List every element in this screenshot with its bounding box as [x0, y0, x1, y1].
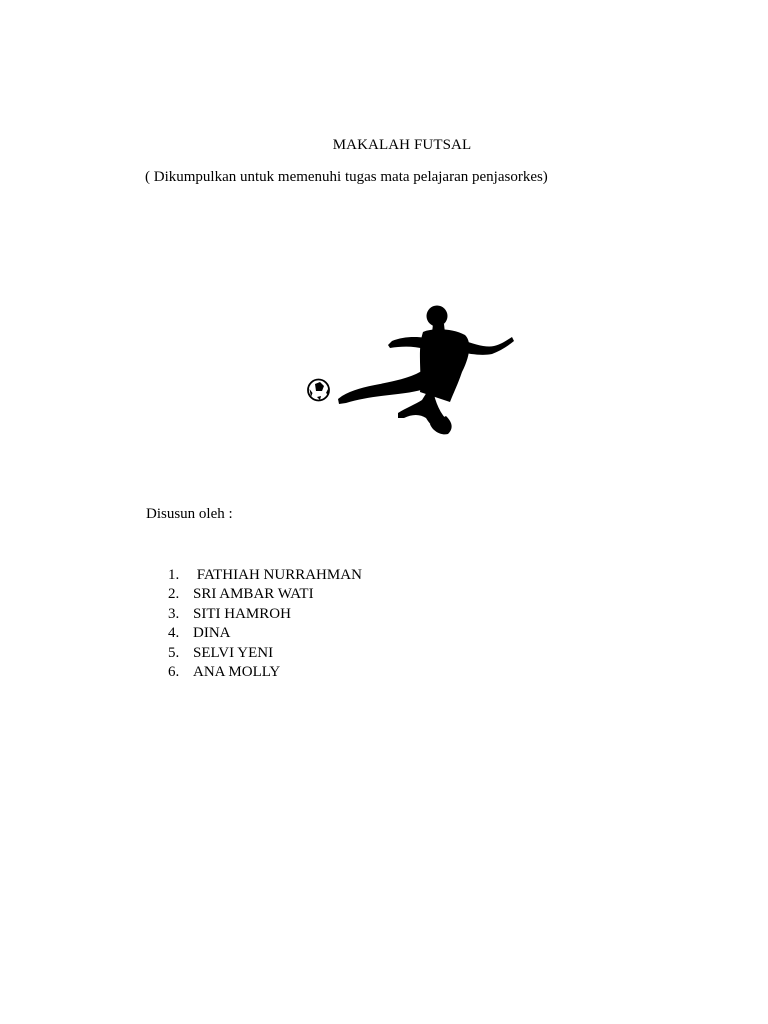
author-name: SELVI YENI: [193, 644, 274, 661]
author-label: Disusun oleh :: [146, 506, 233, 522]
author-name: ANA MOLLY: [193, 664, 281, 681]
document-subtitle: ( Dikumpulkan untuk memenuhi tugas mata pelajaran penjasorkes): [145, 169, 548, 185]
author-name: DINA: [193, 625, 231, 642]
list-number: 1.: [168, 567, 180, 583]
soccer-player-icon: [302, 300, 518, 438]
list-number: 5.: [168, 644, 180, 661]
document-title: MAKALAH FUTSAL: [332, 137, 472, 153]
player-silhouette: [338, 306, 514, 435]
list-item: [168, 605, 362, 624]
list-number: 6.: [168, 664, 180, 681]
list-number: 4.: [168, 625, 180, 642]
list-item: [168, 566, 362, 585]
list-item: [168, 663, 362, 682]
list-item: [168, 585, 362, 604]
soccer-ball-icon: [308, 380, 329, 401]
author-name: FATHIAH NURRAHMAN: [193, 567, 362, 583]
author-list: [168, 566, 362, 682]
list-item: [168, 624, 362, 643]
author-name: SITI HAMROH: [193, 605, 291, 622]
author-name: SRI AMBAR WATI: [193, 586, 314, 603]
list-item: [168, 644, 362, 663]
list-number: 2.: [168, 586, 180, 603]
list-number: 3.: [168, 605, 180, 622]
